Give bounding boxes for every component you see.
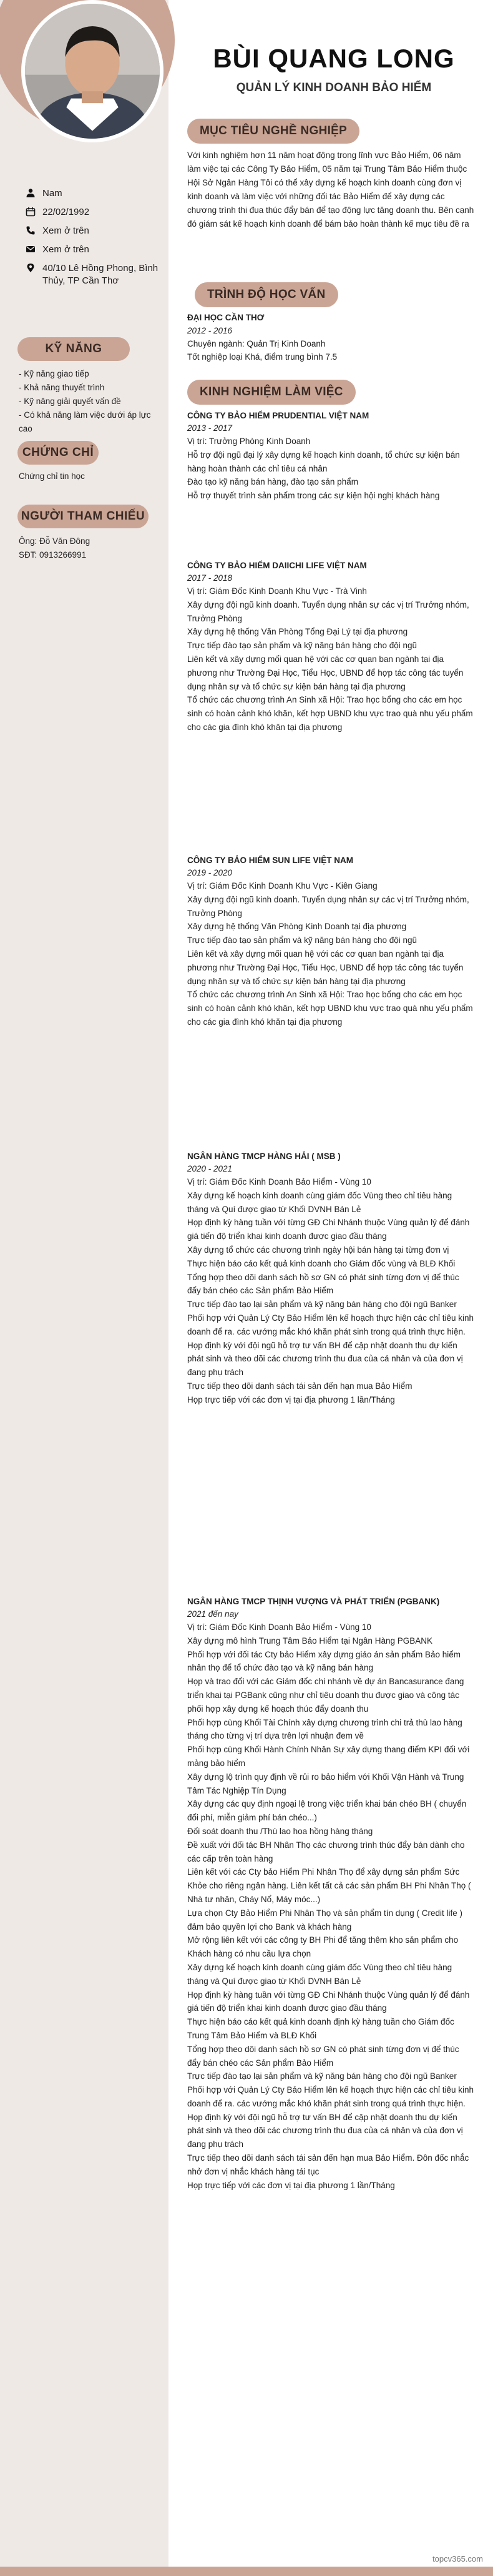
email-row (25, 244, 162, 256)
job-daiichi (187, 560, 474, 734)
reference-heading: NGƯỜI THAM CHIẾU (17, 505, 149, 528)
avatar (21, 0, 164, 142)
job-line: Xây dựng lộ trình quy định về rủi ro bảo hiểm với Khối Vận Hành và Trung Tâm Tác Nghiệp Tín Dụng (187, 1772, 464, 1795)
job-line: Trực tiếp theo dõi danh sách tái sản đến hạn mua Bảo Hiểm (187, 1381, 412, 1391)
job-line: Họp và trao đổi với các Giám đốc chi nhánh về dự án Bancasurance đang triển khai tại PGBank cũng như chỉ tiêu doanh thu được giao và công tác phối hợp xây dựng kế hoạch thúc đẩy doanh thu (187, 1677, 464, 1714)
education-grade: Tốt nghiệp loại Khá, điểm trung bình 7.5 (187, 352, 338, 362)
person-icon (25, 187, 36, 199)
phone-text: Xem ở trên (42, 225, 89, 236)
job-line: Xây dựng kế hoạch kinh doanh cùng giám đốc Vùng theo chỉ tiêu hàng tháng và Quí được giao từ Khối DVNH Bán Lẻ (187, 1190, 452, 1214)
job-line: Phối hợp với Quản Lý Cty Bảo Hiểm lên kế hoạch thực hiện các chỉ tiêu kinh doanh để ra. các vướng mắc khó khăn phát sinh trong quá trình thực hiện. (187, 2085, 474, 2108)
job-line: Tổng hợp theo dõi danh sách hồ sơ GN có phát sinh từng đơn vị để thúc đẩy bán chéo các Sản phẩm Bảo Hiểm (187, 1272, 459, 1296)
job-line: Vị trí: Trưởng Phòng Kinh Doanh (187, 437, 311, 446)
watermark: topcv365.com (432, 2554, 483, 2564)
job-line: Xây dựng đội ngũ kinh doanh. Tuyển dụng nhân sự các vị trí Trưởng nhóm, Trưởng Phòng (187, 600, 469, 623)
certs-text: Chứng chỉ tin học (19, 471, 85, 481)
reference-info (19, 535, 162, 562)
job-line: Trực tiếp đào tạo sản phẩm và kỹ năng bán hàng cho đội ngũ (187, 641, 417, 651)
job-line: Vị trí: Giám Đốc Kinh Doanh Khu Vực - Trà Vinh (187, 586, 367, 596)
skill-item: - Khả năng thuyết trình (19, 383, 105, 392)
job-line: Xây dựng hệ thống Văn Phòng Kinh Doanh tại địa phương (187, 922, 407, 932)
education-major: Chuyên ngành: Quản Trị Kinh Doanh (187, 339, 326, 348)
job-dates: 2021 đến nay (187, 1609, 238, 1619)
job-line: Xây dựng tổ chức các chương trình ngày hội bán hàng tại từng đơn vị (187, 1245, 449, 1255)
job-sunlife (187, 854, 474, 1029)
skill-item: - Kỹ năng giải quyết vấn đề (19, 397, 121, 406)
job-dates: 2019 - 2020 (187, 868, 233, 877)
avatar-photo (25, 4, 160, 139)
job-company: NGÂN HÀNG TMCP THỊNH VƯỢNG VÀ PHÁT TRIỂN (PGBANK) (187, 1597, 440, 1606)
job-line: Họp định kỳ hàng tuần với từng GĐ Chi Nhánh thuộc Vùng quản lý để đánh giá tiến độ triển khai kinh doanh được giao đầu tháng (187, 1990, 470, 2013)
email-text: Xem ở trên (42, 244, 89, 255)
email-icon (25, 244, 36, 255)
job-line: Đối soát doanh thu /Thù lao hoa hồng hàng tháng (187, 1826, 373, 1836)
job-line: Xây dựng hệ thống Văn Phòng Tổng Đại Lý tại địa phương (187, 627, 408, 637)
job-prudential (187, 410, 474, 503)
candidate-title: QUẢN LÝ KINH DOANH BẢO HIỂM (236, 81, 432, 94)
job-line: Liên kết và xây dựng mối quan hệ với các cơ quan ban ngành tại địa phương như Trường Đại Học, Tiểu Học, UBND để hợp tác công tác tuyển dụng nhân sự và tổ chức sự kiện bán hàng tại địa phương (187, 949, 464, 986)
objective-text: Với kinh nghiệm hơn 11 năm hoạt động trong lĩnh vực Bảo Hiểm, 06 năm làm việc tại các Công Ty Bảo Hiểm, 05 năm tại Trung Tâm Bảo Hiểm thuộc Hội Sở Ngân Hàng Tôi có thể xây dựng kế hoạch kinh doanh cùng đơn vị kinh doanh và làm việc với những đối tác Bảo Hiểm để xây dựng các chương trình thi đua thúc đẩy bán để tạo động lực tăng doanh thu. Bên cạnh đó giám sát kế hoạch kinh doanh để bám bảo hoàn thành kế mục tiêu đề ra (187, 151, 474, 229)
job-company: CÔNG TY BẢO HIỂM PRUDENTIAL VIỆT NAM (187, 411, 369, 420)
job-line: Hỗ trợ thuyết trình sản phẩm trong các sự kiện hội nghị khách hàng (187, 491, 440, 501)
job-company: NGÂN HÀNG TMCP HÀNG HẢI ( MSB ) (187, 1152, 341, 1161)
job-line: Xây dựng mô hình Trung Tâm Bảo Hiểm tại Ngân Hàng PGBANK (187, 1636, 432, 1646)
job-line: Liên kết và xây dựng mối quan hệ với các cơ quan ban ngành tại địa phương như Trường Đại Học, Tiểu Học, UBND để hợp tác công tác tuyển dụng nhân sự và tổ chức sự kiện bán hàng tại địa phương (187, 654, 464, 691)
job-line: Lựa chọn Cty Bảo Hiểm Phi Nhân Thọ và sản phẩm tín dụng ( Credit life ) đảm bảo quyền lợi cho Bank và khách hàng (187, 1908, 463, 1932)
job-line: Đề xuất với đối tác BH Nhân Thọ các chương trình thúc đẩy bán dành cho các cấp trên toàn hàng (187, 1840, 465, 1863)
job-line: Phối hợp cùng Khối Hành Chính Nhân Sự xây dựng thang điểm KPI đối với mảng bảo hiểm (187, 1745, 470, 1768)
job-line: Trực tiếp đào tạo lại sản phẩm và kỹ năng bán hàng cho đội ngũ Banker (187, 2071, 457, 2081)
certs-heading: CHỨNG CHỈ (17, 441, 99, 465)
location-pin-icon (25, 262, 36, 274)
job-line: Họp định kỳ với đội ngũ hỗ trợ tư vấn BH để cập nhật doanh thu dự kiến phát sinh và theo dõi các chương trình thu đua của cá nhân và của đơn vị đang phụ trách (187, 1340, 463, 1378)
education-heading: TRÌNH ĐỘ HỌC VẤN (195, 282, 338, 307)
job-msb (187, 1150, 474, 1407)
contact-info (25, 187, 162, 294)
gender-text: Nam (42, 188, 62, 199)
job-dates: 2017 - 2018 (187, 573, 233, 583)
job-line: Liên kết với các Cty bảo Hiểm Phi Nhân Thọ để xây dựng sản phẩm Sức Khỏe cho riêng ngân hàng. Liên kết tất cả các sản phẩm BH Phi Nhân Thọ ( Nhà tư nhân, Cháy Nổ, Máy móc...) (187, 1867, 471, 1904)
job-line: Trực tiếp theo dõi danh sách tái sản đến hạn mua Bảo Hiểm. Đôn đốc nhắc nhở đơn vị nhắc khách hàng tái tục (187, 2153, 469, 2176)
phone-row (25, 225, 162, 237)
phone-icon (25, 225, 36, 236)
experience-heading: KINH NGHIỆM LÀM VIỆC (187, 380, 356, 405)
calendar-icon (25, 206, 36, 217)
job-line: Thực hiện báo cáo kết quả kinh doanh cho Giám đốc vùng và BLĐ Khối (187, 1258, 456, 1268)
reference-name: Ông: Đỗ Văn Đông (19, 536, 90, 546)
skills-heading: KỸ NĂNG (17, 337, 130, 361)
education-school: ĐẠI HỌC CẦN THƠ (187, 313, 265, 322)
education-years: 2012 - 2016 (187, 326, 233, 335)
skill-item: - Có khả năng làm việc dưới áp lực cao (19, 410, 151, 433)
job-line: Phối hợp với Quản Lý Cty Bảo Hiểm lên kế hoạch thực hiện các chỉ tiêu kinh doanh để ra. các vướng mắc khó khăn phát sinh trong quá trình thực hiện. (187, 1313, 474, 1336)
address-text: 40/10 Lê Hồng Phong, Bình Thủy, TP Cần Thơ (42, 263, 159, 286)
objective-heading: MỤC TIÊU NGHỀ NGHIỆP (187, 119, 359, 144)
job-line: Vị trí: Giám Đốc Kinh Doanh Khu Vực - Kiên Giang (187, 881, 378, 891)
job-line: Xây dựng các quy định ngoại lệ trong việc triển khai bán chéo BH ( chuyển đổi phí, miễn giảm phí bán chéo...) (187, 1799, 467, 1823)
job-pgbank (187, 1596, 474, 2192)
skill-item: - Kỹ năng giao tiếp (19, 369, 89, 378)
job-line: Tổng hợp theo dõi danh sách hồ sơ GN có phát sinh từng đơn vị để thúc đẩy bán chéo các Sản phẩm Bảo Hiểm (187, 2044, 459, 2068)
candidate-name: BÙI QUANG LONG (213, 44, 455, 73)
job-line: Trực tiếp đào tạo lại sản phẩm và kỹ năng bán hàng cho đội ngũ Banker (187, 1300, 457, 1310)
job-line: Họp trực tiếp với các đơn vị tại địa phương 1 lần/Tháng (187, 2180, 395, 2190)
job-line: Phối hợp cùng Khối Tài Chính xây dựng chương trình chi trả thù lao hàng tháng cho từng vị trí dựa trên lợi nhuận đem về (187, 1717, 462, 1741)
reference-phone: SĐT: 0913266991 (19, 550, 87, 560)
gender-row (25, 187, 162, 200)
job-line: Họp trực tiếp với các đơn vị tại địa phương 1 lần/Tháng (187, 1394, 395, 1404)
job-line: Thực hiện báo cáo kết quả kinh doanh định kỳ hàng tuần cho Giám đốc Trung Tâm Bảo Hiểm và BLĐ Khối (187, 2017, 454, 2040)
job-line: Phối hợp với đối tác Cty bảo Hiểm xây dựng giáo án sản phẩm Bảo hiểm nhân thọ để tổ chức đào tạo và kỹ năng bán hàng (187, 1649, 461, 1673)
job-line: Xây dựng kế hoạch kinh doanh cùng giám đốc Vùng theo chỉ tiêu hàng tháng và Quí được giao từ Khối DVNH Bán Lẻ (187, 1962, 452, 1986)
address-row (25, 262, 162, 287)
job-line: Họp định kỳ với đội ngũ hỗ trợ tư vấn BH để cập nhật doanh thu dự kiến phát sinh và theo dõi các chương trình thu đua của cá nhân và của đơn vị đang phụ trách (187, 2112, 463, 2149)
education-block (187, 311, 474, 363)
skills-list (19, 367, 162, 436)
job-line: Tổ chức các chương trình An Sinh xã Hội: Trao học bổng cho các em học sinh có hoàn cảnh khó khăn, kết hợp UBND khu vực trao quà nhu yếu phẩm cho các gia đình khó khăn tại địa phương (187, 990, 473, 1027)
job-line: Đào tạo kỹ năng bán hàng, đào tạo sản phẩm (187, 477, 358, 487)
job-line: Họp định kỳ hàng tuần với từng GĐ Chi Nhánh thuộc Vùng quản lý để đánh giá tiến độ triển khai kinh doanh được giao đầu tháng (187, 1218, 470, 1241)
job-company: CÔNG TY BẢO HIỂM DAIICHI LIFE VIỆT NAM (187, 561, 367, 570)
job-line: Xây dựng đội ngũ kinh doanh. Tuyển dụng nhân sự các vị trí Trưởng nhóm, Trưởng Phòng (187, 894, 469, 918)
job-line: Hỗ trợ đội ngũ đại lý xây dựng kế hoạch kinh doanh, tổ chức sự kiện bán hàng hoàn thành các chỉ tiêu cá nhân (187, 450, 460, 473)
job-line: Trực tiếp đào tạo sản phẩm và kỹ năng bán hàng cho đội ngũ (187, 935, 417, 945)
dob-row (25, 206, 162, 219)
footer-bar (0, 2567, 493, 2576)
job-line: Vị trí: Giám Đốc Kinh Doanh Bảo Hiểm - Vùng 10 (187, 1177, 371, 1187)
job-line: Mở rộng liên kết với các công ty BH Phi để tăng thêm kho sản phẩm cho Khách hàng có nhu cầu lựa chọn (187, 1935, 459, 1959)
job-company: CÔNG TY BẢO HIỂM SUN LIFE VIỆT NAM (187, 856, 354, 865)
job-line: Vị trí: Giám Đốc Kinh Doanh Bảo Hiểm - Vùng 10 (187, 1622, 371, 1632)
dob-text: 22/02/1992 (42, 207, 90, 217)
job-dates: 2020 - 2021 (187, 1164, 233, 1173)
job-line: Tổ chức các chương trình An Sinh xã Hội: Trao học bổng cho các em học sinh có hoàn cảnh khó khăn, kết hợp UBND khu vực trao quà nhu yếu phẩm cho các gia đình khó khăn tại địa phương (187, 695, 473, 732)
job-dates: 2013 - 2017 (187, 423, 233, 433)
